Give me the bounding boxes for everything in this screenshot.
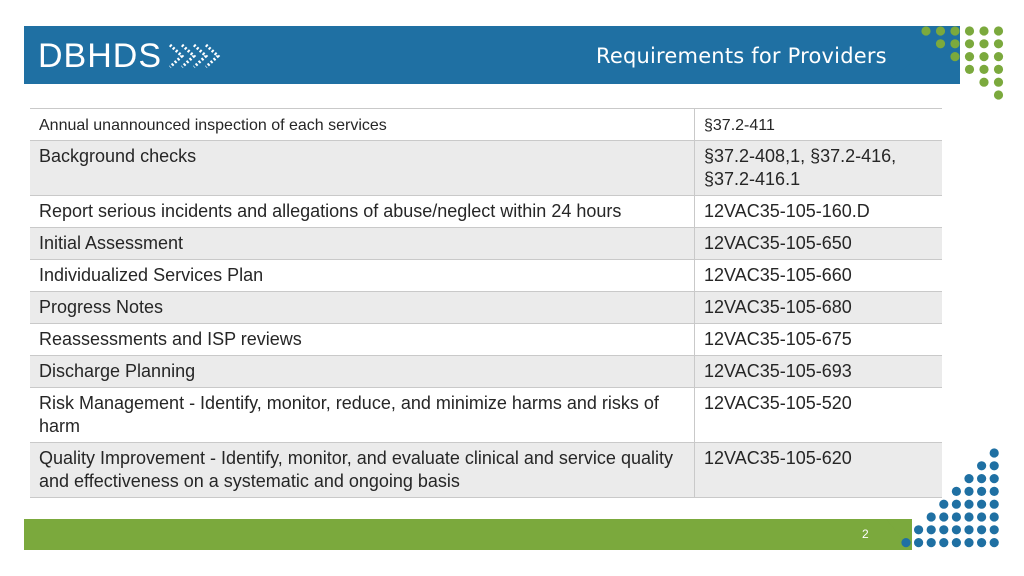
decorative-dot xyxy=(939,512,948,521)
requirement-cell: Reassessments and ISP reviews xyxy=(30,324,695,356)
decorative-dot xyxy=(977,500,986,509)
decorative-dot xyxy=(927,525,936,534)
decorative-dot xyxy=(990,487,999,496)
decorative-dot xyxy=(914,525,923,534)
table-row xyxy=(30,141,942,196)
code-cell: 12VAC35-105-160.D xyxy=(695,196,943,228)
decorative-dot xyxy=(921,26,930,35)
page-number: 2 xyxy=(862,527,869,541)
decorative-dot xyxy=(965,65,974,74)
code-cell: 12VAC35-105-693 xyxy=(695,356,943,388)
code-cell: 12VAC35-105-680 xyxy=(695,292,943,324)
table-row xyxy=(30,324,942,356)
decorative-dot xyxy=(977,487,986,496)
requirement-cell: Progress Notes xyxy=(30,292,695,324)
table-row xyxy=(30,443,942,498)
decorative-dot xyxy=(990,461,999,470)
requirement-cell: Annual unannounced inspection of each services xyxy=(30,109,695,141)
code-cell: 12VAC35-105-520 xyxy=(695,388,943,443)
decorative-dot xyxy=(950,39,959,48)
requirement-cell: Risk Management - Identify, monitor, reduce, and minimize harms and risks of harm xyxy=(30,388,695,443)
decorative-dot xyxy=(964,500,973,509)
decorative-dot xyxy=(965,26,974,35)
decorative-dots-green xyxy=(920,25,1010,110)
decorative-dots-blue xyxy=(900,447,1010,552)
decorative-dot xyxy=(914,538,923,547)
decorative-dot xyxy=(927,512,936,521)
code-cell: 12VAC35-105-620 xyxy=(695,443,943,498)
decorative-dot xyxy=(979,78,988,87)
decorative-dot xyxy=(977,474,986,483)
requirement-cell: Discharge Planning xyxy=(30,356,695,388)
decorative-dot xyxy=(950,26,959,35)
code-cell: 12VAC35-105-675 xyxy=(695,324,943,356)
chevrons-icon xyxy=(168,42,230,70)
decorative-dot xyxy=(977,512,986,521)
table-row xyxy=(30,109,942,141)
decorative-dot xyxy=(952,512,961,521)
logo-text: DBHDS xyxy=(38,36,163,75)
decorative-dot xyxy=(964,474,973,483)
decorative-dot xyxy=(994,65,1003,74)
decorative-dot xyxy=(950,52,959,61)
requirement-cell: Individualized Services Plan xyxy=(30,260,695,292)
decorative-dot xyxy=(952,525,961,534)
decorative-dot xyxy=(939,525,948,534)
decorative-dot xyxy=(990,538,999,547)
requirement-cell: Background checks xyxy=(30,141,695,196)
dbhds-logo xyxy=(38,36,230,76)
decorative-dot xyxy=(939,538,948,547)
decorative-dot xyxy=(990,500,999,509)
decorative-dot xyxy=(979,39,988,48)
decorative-dot xyxy=(994,78,1003,87)
decorative-dot xyxy=(964,487,973,496)
table-row xyxy=(30,292,942,324)
decorative-dot xyxy=(936,26,945,35)
decorative-dot xyxy=(979,26,988,35)
page-title: Requirements for Providers xyxy=(596,44,887,68)
code-cell: §37.2-408,1, §37.2-416, §37.2-416.1 xyxy=(695,141,943,196)
table-row xyxy=(30,356,942,388)
decorative-dot xyxy=(965,39,974,48)
decorative-dot xyxy=(952,538,961,547)
decorative-dot xyxy=(990,474,999,483)
decorative-dot xyxy=(979,52,988,61)
code-cell: 12VAC35-105-660 xyxy=(695,260,943,292)
requirement-cell: Report serious incidents and allegations of abuse/neglect within 24 hours xyxy=(30,196,695,228)
table-row xyxy=(30,228,942,260)
decorative-dot xyxy=(964,538,973,547)
decorative-dot xyxy=(977,525,986,534)
decorative-dot xyxy=(952,500,961,509)
decorative-dot xyxy=(977,461,986,470)
decorative-dot xyxy=(939,500,948,509)
footer-bar xyxy=(24,519,912,550)
decorative-dot xyxy=(994,90,1003,99)
table-row xyxy=(30,260,942,292)
code-cell: 12VAC35-105-650 xyxy=(695,228,943,260)
code-cell: §37.2-411 xyxy=(695,109,943,141)
decorative-dot xyxy=(990,525,999,534)
decorative-dot xyxy=(964,525,973,534)
requirement-cell: Initial Assessment xyxy=(30,228,695,260)
decorative-dot xyxy=(965,52,974,61)
requirement-cell: Quality Improvement - Identify, monitor, and evaluate clinical and service quality and effectiveness on a systematic and ongoing basis xyxy=(30,443,695,498)
decorative-dot xyxy=(990,448,999,457)
decorative-dot xyxy=(977,538,986,547)
decorative-dot xyxy=(994,39,1003,48)
decorative-dot xyxy=(994,52,1003,61)
table-row xyxy=(30,196,942,228)
requirements-table xyxy=(30,108,942,498)
decorative-dot xyxy=(990,512,999,521)
decorative-dot xyxy=(952,487,961,496)
decorative-dot xyxy=(964,512,973,521)
decorative-dot xyxy=(901,538,910,547)
decorative-dot xyxy=(936,39,945,48)
decorative-dot xyxy=(994,26,1003,35)
table-row xyxy=(30,388,942,443)
decorative-dot xyxy=(927,538,936,547)
decorative-dot xyxy=(979,65,988,74)
